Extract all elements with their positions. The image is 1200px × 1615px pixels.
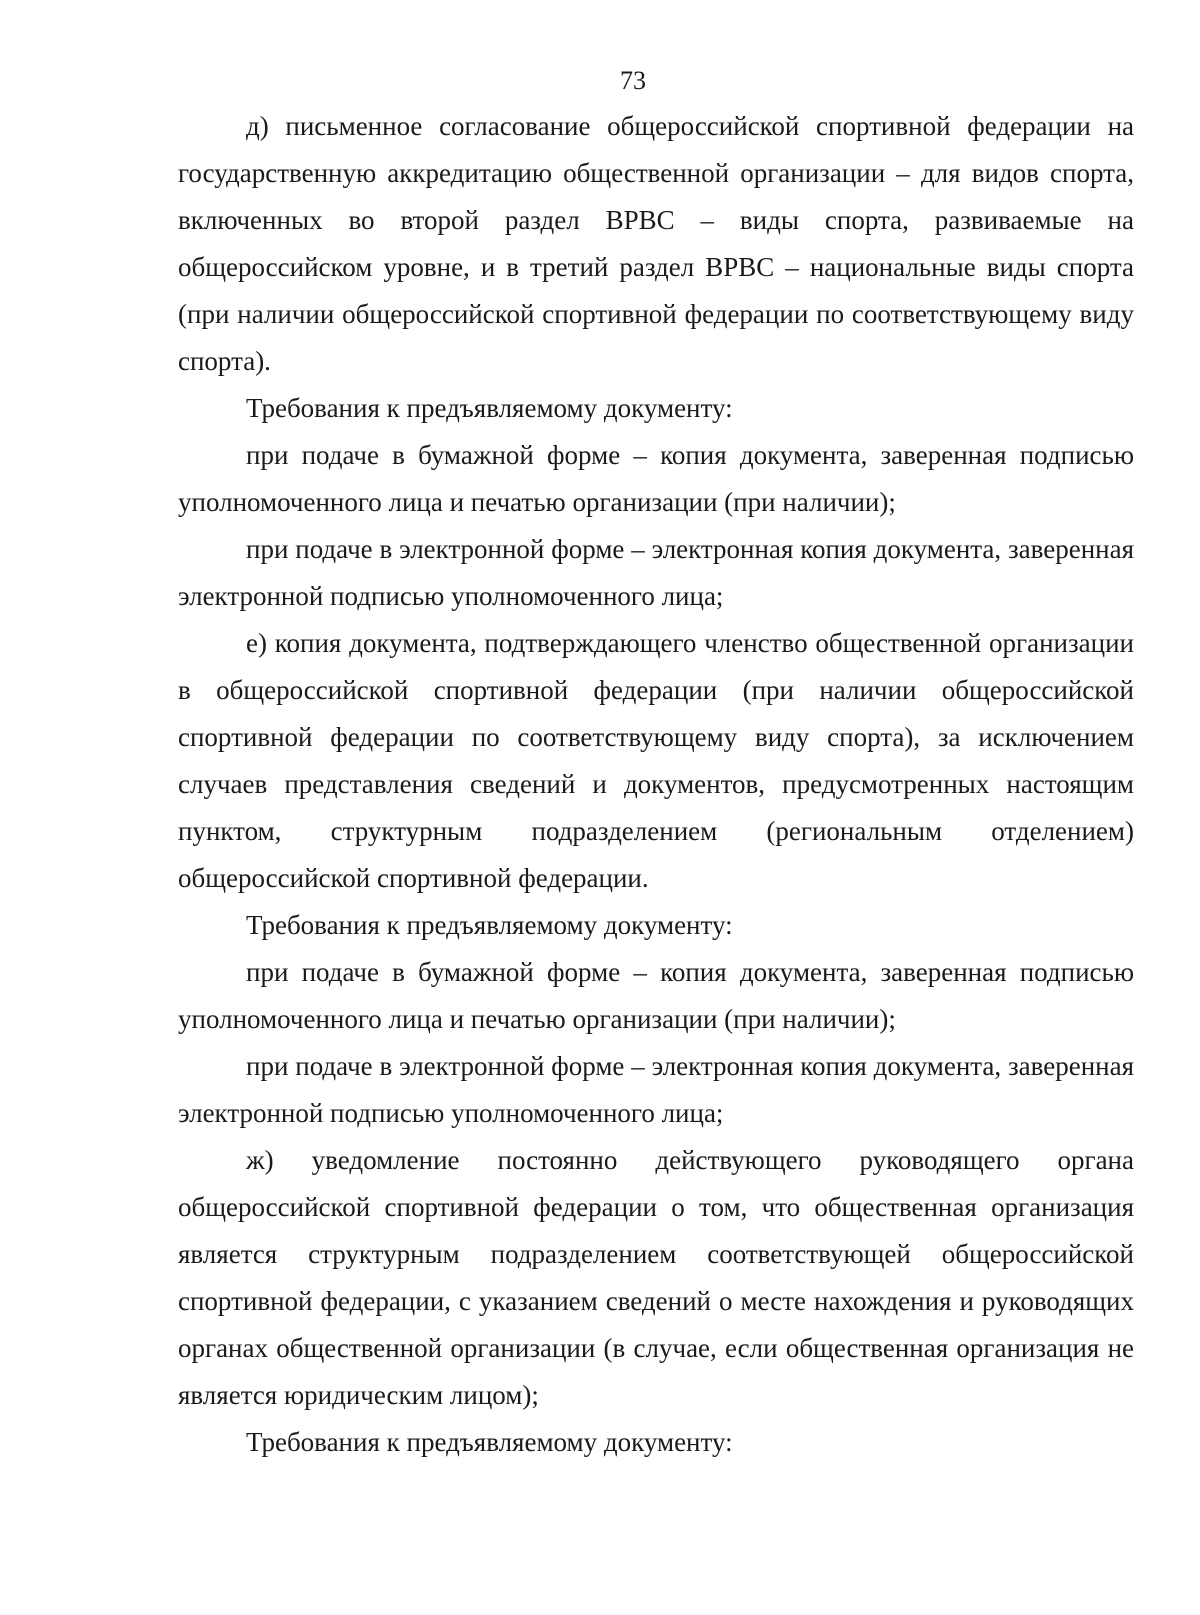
paragraph-electronic-form: при подаче в электронной форме – электронная копия документа, заверенная электронной подписью уполномоченного лица;: [178, 1051, 1134, 1128]
paragraph-requirements-heading: Требования к предъявляемому документу:: [246, 1427, 733, 1457]
paragraph-paper-form: при подаче в бумажной форме – копия документа, заверенная подписью уполномоченного лица и печатью организации (при наличии);: [178, 957, 1134, 1034]
page-number: 73: [620, 66, 646, 95]
document-body: [178, 103, 1134, 1466]
paragraph-e-membership-copy: е) копия документа, подтверждающего членство общественной организации в общероссийской спортивной федерации (при наличии общероссийской спортивной федерации по соответствующему виду спорта), за исключением случаев представления сведений и документов, предусмотренных настоящим пунктом, структурным подразделением (региональным отделением) общероссийской спортивной федерации.: [178, 628, 1134, 893]
paragraph-d-written-approval: д) письменное согласование общероссийской спортивной федерации на государственную аккредитацию общественной организации – для видов спорта, включенных во второй раздел ВРВС – виды спорта, развиваемые на общероссийском уровне, и в третий раздел ВРВС – национальные виды спорта (при наличии общероссийской спортивной федерации по соответствующему виду спорта).: [178, 111, 1134, 376]
paragraph-zh-notification: ж) уведомление постоянно действующего руководящего органа общероссийской спортивной федерации о том, что общественная организация является структурным подразделением соответствующей общероссийской спортивной федерации, с указанием сведений о месте нахождения и руководящих органах общественной организации (в случае, если общественная организация не является юридическим лицом);: [178, 1145, 1134, 1410]
paragraph-requirements-heading: Требования к предъявляемому документу:: [246, 393, 733, 423]
paragraph-paper-form: при подаче в бумажной форме – копия документа, заверенная подписью уполномоченного лица и печатью организации (при наличии);: [178, 440, 1134, 517]
paragraph-electronic-form: при подаче в электронной форме – электронная копия документа, заверенная электронной подписью уполномоченного лица;: [178, 534, 1134, 611]
paragraph-requirements-heading: Требования к предъявляемому документу:: [246, 910, 733, 940]
